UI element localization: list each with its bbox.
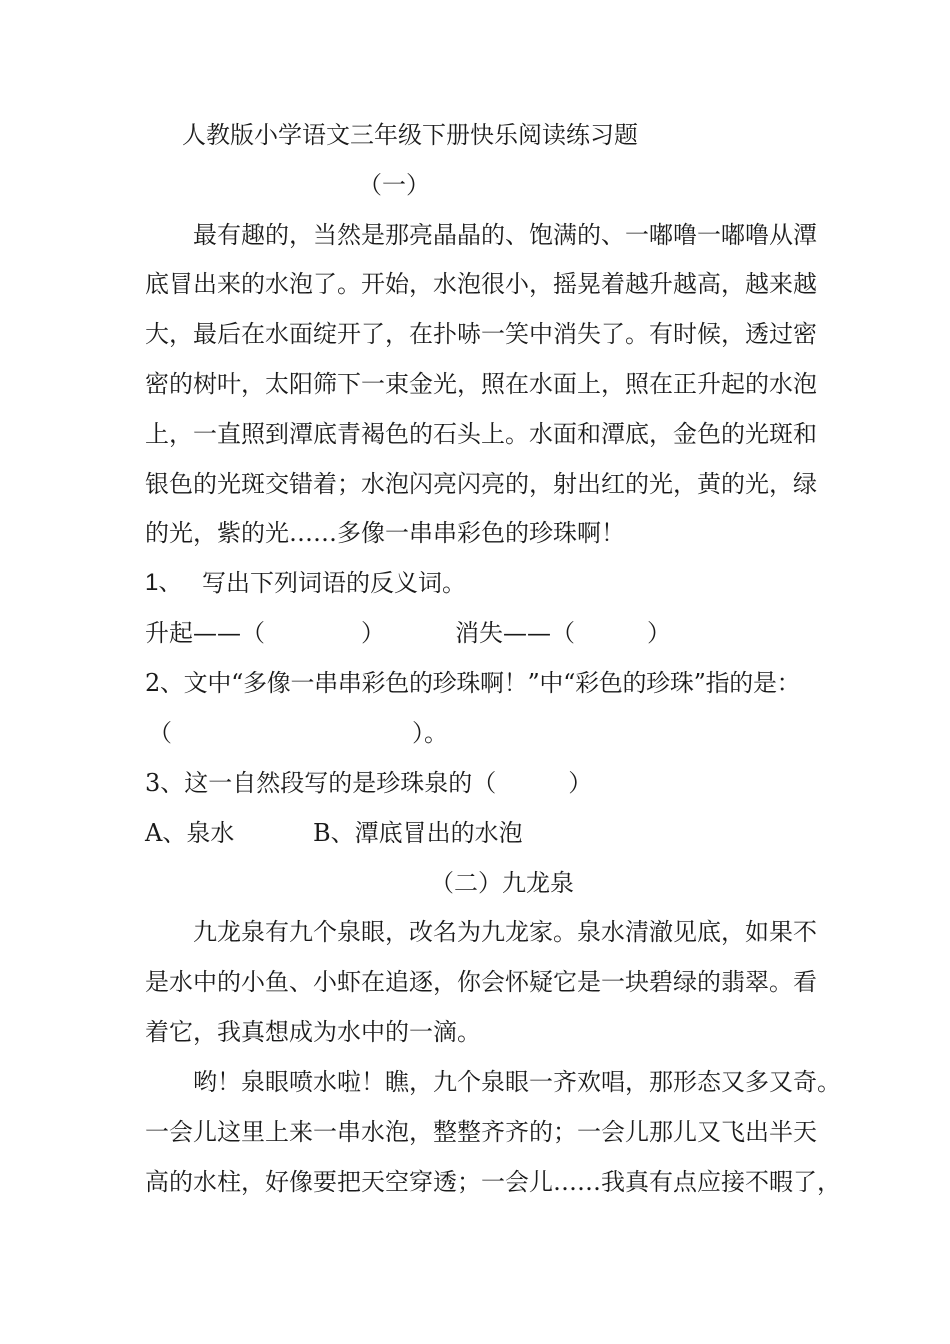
antonym-item-rise: 升起——（ ） [145,619,385,647]
antonym-item-vanish: 消失——（ ） [455,619,671,647]
question-2-text: 2、文中“多像一串串彩色的珍珠啊！”中“彩色的珍珠”指的是： [145,669,801,697]
passage-line: 高的水柱，好像要把天空穿透；一会儿……我真有点应接不暇了， [145,1168,841,1196]
passage-line: 着它，我真想成为水中的一滴。 [145,1018,481,1046]
passage-line: 底冒出来的水泡了。开始，水泡很小，摇晃着越升越高，越来越 [145,270,817,298]
passage-line: 银色的光斑交错着；水泡闪亮闪亮的，射出红的光，黄的光，绿 [145,470,817,498]
question-3-text: 3、这一自然段写的是珍珠泉的（ ） [145,769,593,797]
passage-line: 最有趣的，当然是那亮晶晶的、饱满的、一嘟噜一嘟噜从潭 [193,221,817,249]
passage-line: 密的树叶，太阳筛下一束金光，照在水面上，照在正升起的水泡 [145,370,817,398]
passage-line: 哟！泉眼喷水啦！瞧，九个泉眼一齐欢唱，那形态又多又奇。 [193,1068,841,1096]
option-a: A、泉水 [145,819,235,847]
option-b: B、潭底冒出的水泡 [313,819,523,847]
passage-line: 九龙泉有九个泉眼，改名为九龙家。泉水清澈见底，如果不 [193,918,817,946]
passage-line: 的光，紫的光……多像一串串彩色的珍珠啊！ [145,519,625,547]
section-1-heading: （一） [358,171,430,199]
passage-line: 一会儿这里上来一串水泡，整整齐齐的；一会儿那儿又飞出半天 [145,1118,817,1146]
question-1-text: 写出下列词语的反义词。 [202,569,466,597]
section-2-heading: （二）九龙泉 [430,869,574,897]
document-title: 人教版小学语文三年级下册快乐阅读练习题 [182,121,638,149]
question-2-answer-blank: （ ）。 [148,719,448,747]
question-1-number: 1、 [145,569,183,596]
passage-line: 是水中的小鱼、小虾在追逐，你会怀疑它是一块碧绿的翡翠。看 [145,968,817,996]
passage-line: 大，最后在水面绽开了，在扑哧一笑中消失了。有时候，透过密 [145,320,817,348]
passage-line: 上，一直照到潭底青褐色的石头上。水面和潭底，金色的光斑和 [145,420,817,448]
